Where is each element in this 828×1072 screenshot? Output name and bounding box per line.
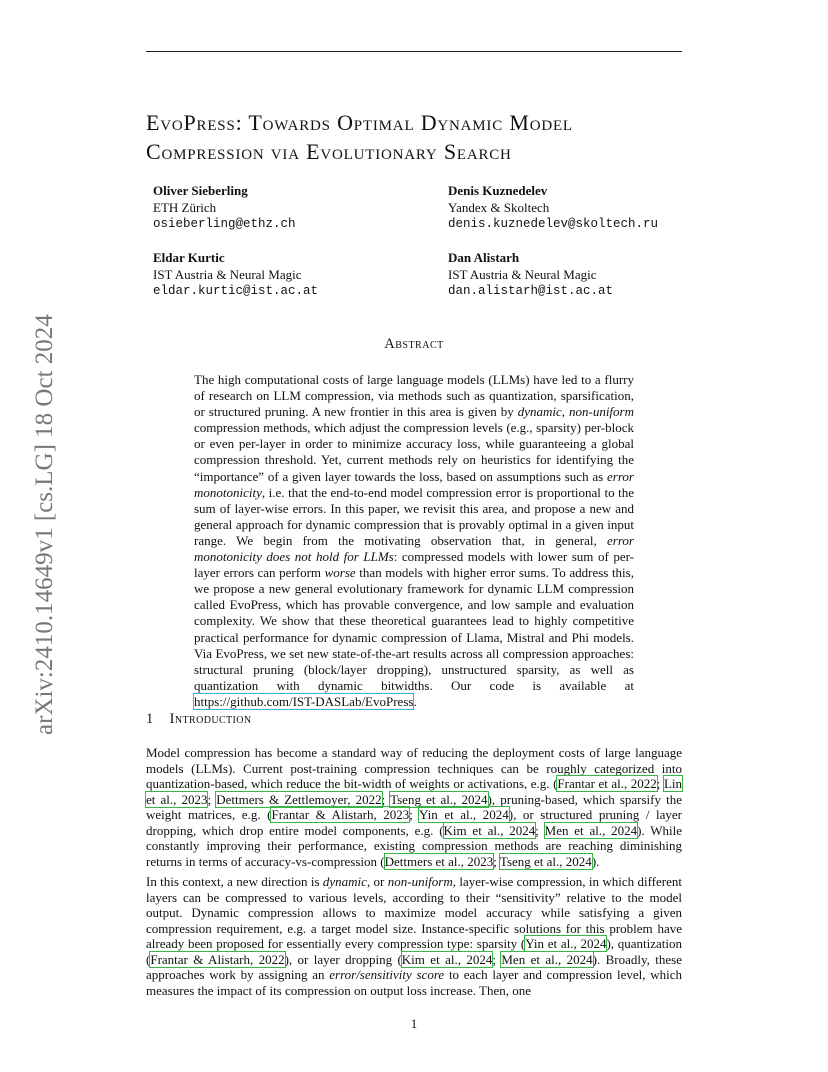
paragraph-span: ), pruning-based, which sparsify the weight matrices, e.g. ( <box>146 791 682 822</box>
abstract-span: , i.e. that the end-to-end model compression error is proportional to the sum of layer-wise errors. In this paper, we revisit this area, and propose a new and general approach for dynamic compression that is provably optimal in a given input range. We begin from the motivating observation that, in general, <box>194 484 634 548</box>
paragraph-span: Model compression has become a standard way of reducing the deployment costs of large language models (LLMs). Current post-training compression techniques can be roughly categorized into quantization-based, which reduce the bit-width of weights or activations, e.g. ( <box>146 745 682 791</box>
section-number: 1 <box>146 711 154 727</box>
abstract-emphasis: worse <box>324 565 356 581</box>
author-block-4 <box>448 250 613 300</box>
author-name: Denis Kuznedelev <box>448 183 548 198</box>
abstract-emphasis: error monotonicity <box>194 468 634 500</box>
abstract-span: compression methods, which adjust the compression levels (e.g., sparsity) per-block or even per-layer in order to minimize accuracy loss, while guaranteeing a global compression threshold. Yet, current methods rely on heuristics for identifying the “importance” of a given layer towards the loss, based on assumptions such as <box>194 420 634 484</box>
title-line-1: EvoPress: Towards Optimal Dynamic Model <box>146 110 573 135</box>
paragraph-emphasis: error/sensitivity score <box>329 967 445 982</box>
abstract-span: : compressed models with lower sum of per-layer errors can perform <box>194 549 634 581</box>
author-block-3 <box>153 250 318 300</box>
citation-link[interactable]: Frantar & Alistarh, 2022 <box>150 951 285 967</box>
paragraph-span: ; <box>656 776 664 791</box>
abstract-heading: Abstract <box>384 336 444 352</box>
paragraph-span: ; <box>207 791 217 807</box>
code-repository-link[interactable]: https://github.com/IST-DASLab/EvoPress <box>194 693 414 709</box>
citation-link[interactable]: Kim et al., 2024 <box>401 951 493 967</box>
author-block-1 <box>153 183 296 233</box>
author-email[interactable]: eldar.kurtic@ist.ac.at <box>153 284 319 298</box>
abstract-emphasis: dynamic, non-uniform <box>517 404 634 420</box>
paragraph-span: , layer-wise compression, in which different layers can be compressed to various levels, according to their “sensitivity” relative to the model output. Dynamic compression allows to maximize model accuracy while satisfying a given compression requirement, e.g. a target model size. Instance-specific solutions for this problem have already been proposed for essentially every compression type: sparsity ( <box>146 874 682 951</box>
paragraph-span: ). Broadly, these approaches work by assigning an <box>146 951 682 982</box>
paragraph-span: ), quantization ( <box>146 936 683 967</box>
section-heading-introduction <box>146 711 252 728</box>
paragraph-span: ). While constantly improving their performance, existing compression methods are reaching diminishing returns in terms of accuracy-vs-compression ( <box>146 822 682 869</box>
citation-link[interactable]: Kim et al., 2024 <box>443 822 536 838</box>
intro-paragraph-2 <box>146 874 682 998</box>
citation-link[interactable]: Men et al., 2024 <box>501 951 593 967</box>
paragraph-span: ), or layer dropping ( <box>284 951 402 967</box>
author-email[interactable]: osieberling@ethz.ch <box>153 217 296 231</box>
intro-paragraph-1 <box>146 745 682 869</box>
paragraph-span: ; <box>493 853 500 869</box>
paragraph-span: ; <box>535 822 545 838</box>
author-affiliation: Yandex & Skoltech <box>448 199 550 215</box>
paragraph-span: ), or structured pruning / layer dropping, which drop entire model components, e.g. ( <box>146 807 683 838</box>
paragraph-span: ; <box>381 791 391 807</box>
paragraph-span: ). <box>591 853 600 869</box>
citation-link[interactable]: Yin et al., 2024 <box>525 936 607 951</box>
citation-link[interactable]: Tseng et al., 2024 <box>390 791 488 807</box>
author-name: Dan Alistarh <box>448 250 520 265</box>
section-title: Introduction <box>169 711 252 727</box>
author-name: Oliver Sieberling <box>153 183 248 198</box>
paper-title <box>146 108 686 166</box>
citation-link[interactable]: Yin et al., 2024 <box>418 807 509 822</box>
paragraph-span: In this context, a new direction is <box>146 874 323 889</box>
author-affiliation: ETH Zürich <box>153 199 217 215</box>
author-block-2 <box>448 183 658 233</box>
paragraph-emphasis: dynamic <box>322 874 367 889</box>
abstract-span: . <box>413 693 417 709</box>
author-email[interactable]: dan.alistarh@ist.ac.at <box>448 284 614 298</box>
abstract-span: The high computational costs of large language models (LLMs) have led to a flurry of research on LLM compression, via methods such as quantization, sparsification, or structured pruning. A new frontier in this area is given by <box>194 372 634 420</box>
abstract-span: than models with higher error sums. To address this, we propose a new general evolutionary framework for dynamic LLM compression called EvoPress, which has provable convergence, and low sample and evaluation complexity. We show that these theoretical guarantees lead to highly competitive practical performance for dynamic compression of Llama, Mistral and Phi models. Via EvoPress, we set new state-of-the-art results across all compression approaches: structural pruning (block/layer dropping), unstructured sparsity, as well as quantization with dynamic bitwidths. Our code is available at <box>194 565 634 693</box>
abstract-emphasis: error monotonicity does not hold for LLMs <box>194 532 634 565</box>
citation-link[interactable]: Dettmers et al., 2023 <box>384 853 494 869</box>
citation-link[interactable]: Dettmers & Zettlemoyer, 2022 <box>216 791 382 807</box>
citation-link[interactable]: Men et al., 2024 <box>544 822 638 838</box>
citation-link[interactable]: Tseng et al., 2024 <box>499 853 592 869</box>
citation-link[interactable]: Frantar et al., 2022 <box>557 776 657 791</box>
paragraph-span: , or <box>366 874 388 889</box>
author-email[interactable]: denis.kuznedelev@skoltech.ru <box>448 217 659 231</box>
paragraph-span: to each layer and compression level, which measures the impact of its compression on output loss increase. Then, one <box>146 967 683 998</box>
abstract-text <box>194 372 634 710</box>
author-name: Eldar Kurtic <box>153 250 225 265</box>
author-affiliation: IST Austria & Neural Magic <box>153 266 302 282</box>
title-line-2: Compression via Evolutionary Search <box>146 139 512 164</box>
citation-link[interactable]: Frantar & Alistarh, 2023 <box>271 807 410 822</box>
paragraph-emphasis: non-uniform <box>387 874 453 889</box>
arxiv-identifier: arXiv:2410.14649v1 [cs.LG] 18 Oct 2024 <box>31 314 58 736</box>
paragraph-span: ; <box>492 951 502 967</box>
author-affiliation: IST Austria & Neural Magic <box>448 266 597 282</box>
paragraph-span: ; <box>409 807 419 822</box>
citation-link[interactable]: Lin et al., 2023 <box>146 776 682 807</box>
page-number: 1 <box>410 1016 418 1031</box>
top-rule <box>146 51 682 52</box>
